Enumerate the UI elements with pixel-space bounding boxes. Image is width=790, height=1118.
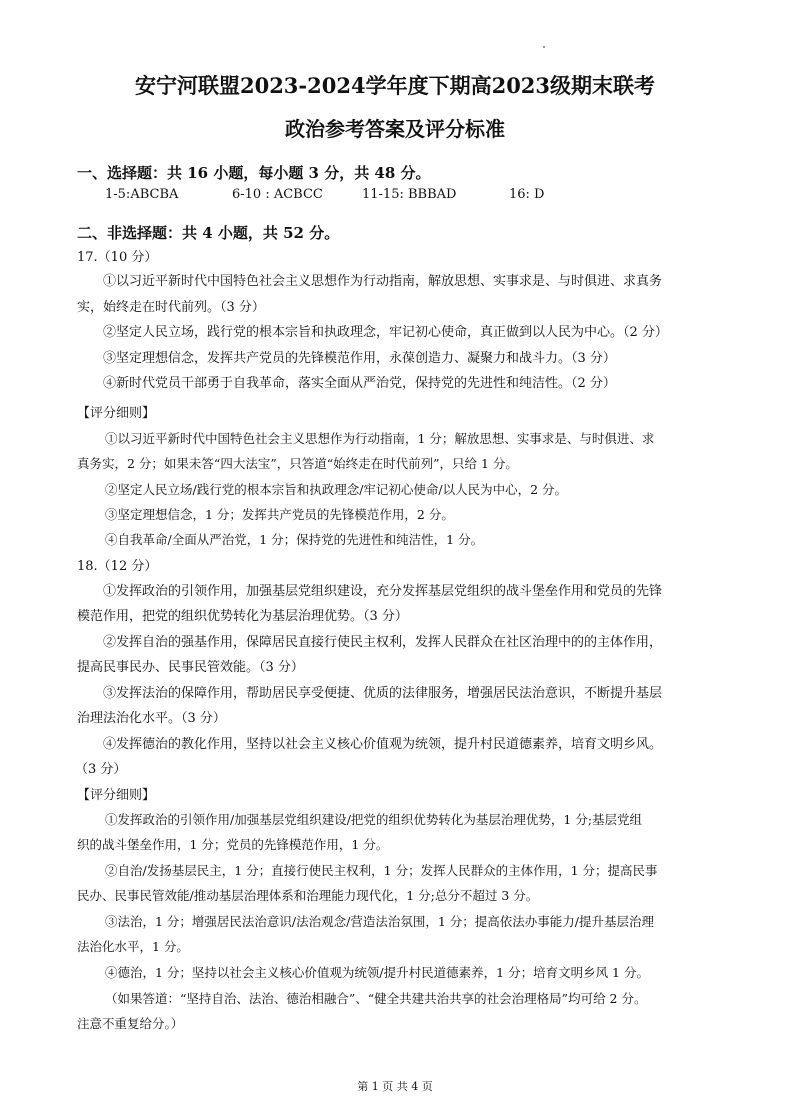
q18-label: 18.（12 分） — [77, 559, 158, 574]
q18-point-3-cont: 治理法治化水平。（3 分） — [77, 711, 226, 726]
q17-rubric-label: 【评分细则】 — [77, 406, 156, 421]
q18-rubric-label: 【评分细则】 — [77, 788, 156, 803]
q18-rubric-4: ④德治，1 分；坚持以社会主义核心价值观为统领/提升村民道德素养，1 分；培育文明乡风 1 分。 — [105, 965, 649, 980]
q17-point-4: ④新时代党员干部勇于自我革命，落实全面从严治党，保持党的先进性和纯洁性。（2 分） — [103, 376, 616, 391]
exam-title: 安宁河联盟2023-2024学年度下期高2023级期末联考 — [134, 73, 656, 98]
section2-heading: 二、非选择题：共 4 小题，共 52 分。 — [77, 224, 340, 242]
q18-rubric-2-cont: 民办、民事民管效能/推动基层治理体系和治理能力现代化，1 分;总分不超过 3 分。 — [77, 888, 539, 903]
answer-group-4: 16: D — [509, 187, 545, 202]
q18-rubric-3: ③法治，1 分；增强居民法治意识/法治观念/营造法治氛围，1 分；提高依法办事能力/提升基层治理 — [105, 914, 654, 929]
q18-rubric-1-cont: 织的战斗堡垒作用，1 分；党员的先锋模范作用，1 分。 — [77, 837, 389, 852]
q17-rubric-1-cont: 真务实，2 分；如果未答“四大法宝”，只答道“始终走在时代前列”，只给 1 分。 — [77, 456, 518, 471]
q18-rubric-note-cont: 注意不重复给分。） — [77, 1016, 184, 1031]
q18-point-2-cont: 提高民事民办、民事民管效能。（3 分） — [77, 660, 304, 675]
q17-label: 17.（10 分） — [77, 250, 158, 265]
q18-rubric-1: ①发挥政治的引领作用/加强基层党组织建设/把党的组织优势转化为基层治理优势，1 分;基层党组 — [105, 812, 643, 827]
q17-rubric-4: ④自我革命/全面从严治党，1 分；保持党的先进性和纯洁性，1 分。 — [105, 532, 484, 547]
answer-group-3: 11-15: BBBAD — [362, 187, 457, 202]
q18-point-4-cont: （3 分） — [75, 762, 127, 777]
q18-rubric-2: ②自治/发扬基层民主，1 分；直接行使民主权利，1 分；发挥人民群众的主体作用，1 分；提高民事 — [105, 863, 658, 878]
q18-point-3: ③发挥法治的保障作用，帮助居民享受便捷、优质的法律服务，增强居民法治意识，不断提升基层 — [103, 686, 663, 701]
q17-point-1: ①以习近平新时代中国特色社会主义思想作为行动指南，解放思想、实事求是、与时俱进、求真务 — [103, 274, 663, 289]
answer-group-2: 6-10 : ACBCC — [232, 187, 323, 202]
q18-point-2: ②发挥自治的强基作用，保障居民直接行使民主权利，发挥人民群众在社区治理中的的主体作用， — [103, 635, 663, 650]
q18-point-1-cont: 模范作用，把党的组织优势转化为基层治理优势。（3 分） — [77, 609, 408, 624]
q18-rubric-note: （如果答道：“坚持自治、法治、德治相融合”、“健全共建共治共享的社会治理格局”均可给 2 分。 — [105, 991, 647, 1006]
q17-point-2: ②坚定人民立场，践行党的根本宗旨和执政理念，牢记初心使命，真正做到以人民为中心。（2 分） — [103, 325, 668, 340]
q18-point-4: ④发挥德治的教化作用，坚持以社会主义核心价值观为统领，提升村民道德素养，培育文明乡风。 — [103, 737, 663, 752]
exam-subtitle: 政治参考答案及评分标准 — [285, 117, 505, 141]
q18-point-1: ①发挥政治的引领作用，加强基层党组织建设，充分发挥基层党组织的战斗堡垒作用和党员的先锋 — [103, 584, 663, 599]
q18-rubric-3-cont: 法治化水平，1 分。 — [77, 939, 189, 954]
q17-rubric-2: ②坚定人民立场/践行党的根本宗旨和执政理念/牢记初心使命/以人民为中心，2 分。 — [105, 482, 568, 497]
answer-group-1: 1-5:ABCBA — [105, 187, 179, 202]
page-number: 第 1 页 共 4 页 — [357, 1080, 433, 1093]
q17-point-3: ③坚定理想信念，发挥共产党员的先锋模范作用，永葆创造力、凝聚力和战斗力。（3 分） — [103, 351, 616, 366]
q17-rubric-3: ③坚定理想信念，1 分；发挥共产党员的先锋模范作用，2 分。 — [105, 507, 454, 522]
speck-mark — [543, 46, 545, 48]
q17-point-1-cont: 实，始终走在时代前列。（3 分） — [77, 300, 265, 315]
q17-rubric-1: ①以习近平新时代中国特色社会主义思想作为行动指南，1 分；解放思想、实事求是、与时俱进、求 — [105, 431, 655, 446]
section1-heading: 一、选择题：共 16 小题，每小题 3 分，共 48 分。 — [77, 164, 431, 182]
